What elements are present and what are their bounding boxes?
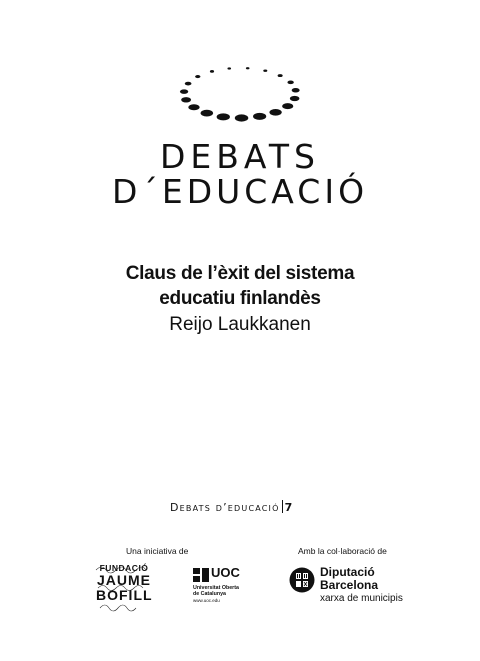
diputacio-line2: Barcelona	[320, 578, 379, 592]
logo-dot	[282, 103, 293, 109]
logo-dot	[188, 104, 199, 110]
collection-name: Debats d’educació	[170, 501, 280, 514]
logo-dot	[181, 97, 191, 102]
fjb-line1: FUNDACIÓ	[99, 563, 149, 573]
uoc-name: UOC	[211, 565, 240, 580]
logo-dot	[210, 70, 214, 73]
logo-dot	[235, 114, 249, 121]
uoc-sub-line1: Universitat Oberta	[193, 585, 239, 591]
logo-dot	[292, 88, 300, 92]
diputacio-logo-text	[320, 566, 403, 605]
uoc-url: www.uoc.edu	[193, 598, 220, 603]
logo-dot	[217, 113, 230, 120]
uoc-mark-icon	[193, 568, 209, 582]
logo-dot	[201, 110, 214, 117]
collection-label	[170, 500, 293, 514]
collaboration-label: Amb la col·laboració de	[298, 546, 387, 556]
series-title-line1: DEBATS	[159, 137, 321, 176]
logo-dot	[253, 113, 266, 120]
collection-separator	[282, 500, 283, 513]
fjb-logo	[96, 563, 152, 603]
diputacio-line3: xarxa de municipis	[320, 593, 403, 604]
book-title-line2: educatiu finlandès	[159, 288, 321, 309]
logo-dot	[269, 109, 281, 116]
fjb-line3: BOFILL	[96, 587, 153, 603]
uoc-subtitle	[193, 585, 239, 597]
book-title-line1: Claus de l’èxit del sistema	[125, 263, 355, 284]
collection-number: 7	[284, 501, 294, 514]
diputacio-emblem-icon	[289, 567, 315, 593]
logo-dot	[227, 67, 231, 69]
uoc-sub-line2: de Catalunya	[193, 591, 226, 597]
logo-dot	[180, 89, 188, 94]
debats-logo-icon	[160, 66, 320, 136]
logo-dot	[246, 67, 250, 69]
logo-dot	[287, 81, 293, 85]
logo-dot	[195, 75, 200, 78]
logo-dot	[185, 82, 192, 86]
series-title-line2: D´EDUCACIÓ	[111, 172, 369, 211]
fjb-line2: JAUME	[96, 572, 151, 588]
book-author: Reijo Laukkanen	[169, 314, 311, 335]
diputacio-line1: Diputació	[320, 565, 375, 579]
initiative-label: Una iniciativa de	[126, 546, 189, 556]
logo-dot	[278, 74, 283, 77]
logo-dot	[290, 96, 300, 101]
logo-dot	[263, 69, 267, 71]
